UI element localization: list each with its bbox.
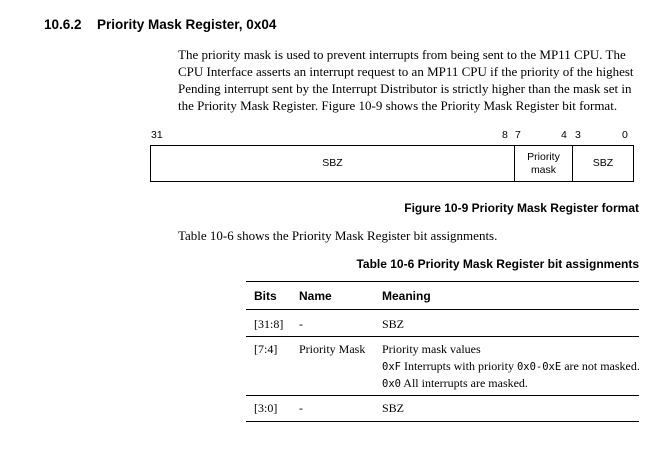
row-bits: [31:8] [254,317,284,331]
header-meaning: Meaning [382,289,431,303]
table-rule [246,421,639,422]
row-meaning-detail: 0x0 All interrupts are masked. [382,376,528,390]
row-name: Priority Mask [299,342,366,356]
bit-label-0: 0 [622,129,628,141]
table-rule [246,281,639,282]
row-bits: [3:0] [254,401,278,415]
table-rule [246,309,639,310]
header-bits: Bits [254,289,277,303]
table-caption: Table 10-6 Priority Mask Register bit assignments [356,257,639,271]
row-bits: [7:4] [254,342,278,356]
section-heading [44,17,276,32]
bit-label-31: 31 [151,129,163,141]
header-name: Name [299,289,332,303]
intro-paragraph [178,46,648,114]
row-meaning: Priority mask values [382,342,481,356]
section-number: 10.6.2 [44,17,82,32]
row-meaning: SBZ [382,317,405,331]
row-name: - [299,401,303,415]
intro-line: the Priority Mask Register. Figure 10-9 shows the Priority Mask Register bit format. [178,98,618,113]
field-priority-mask: Priority mask [527,150,560,176]
intro-line: CPU Interface asserts an interrupt request to an MP11 CPU if the priority of the highest [178,64,634,79]
table-rule [246,336,639,337]
row-meaning-detail: 0xF Interrupts with priority 0x0-0xE are not masked. [382,359,640,373]
bit-label-3: 3 [575,129,581,141]
bit-label-7: 7 [515,129,521,141]
bit-label-4: 4 [561,129,567,141]
figure-caption: Figure 10-9 Priority Mask Register format [404,201,639,215]
table-reference: Table 10-6 shows the Priority Mask Register bit assignments. [178,228,498,243]
bit-label-8: 8 [502,129,508,141]
table-rule [246,395,639,396]
row-meaning: SBZ [382,401,405,415]
intro-line: Pending interrupt sent by the Interrupt Distributor is strictly higher than the mask set in [178,81,632,96]
field-sbz-low: SBZ [592,157,614,169]
register-diagram [150,145,634,182]
row-name: - [299,317,303,331]
section-title: Priority Mask Register, 0x04 [97,17,277,32]
intro-line: The priority mask is used to prevent interrupts from being sent to the MP11 CPU. The [178,47,626,62]
field-sbz-high: SBZ [322,157,343,169]
